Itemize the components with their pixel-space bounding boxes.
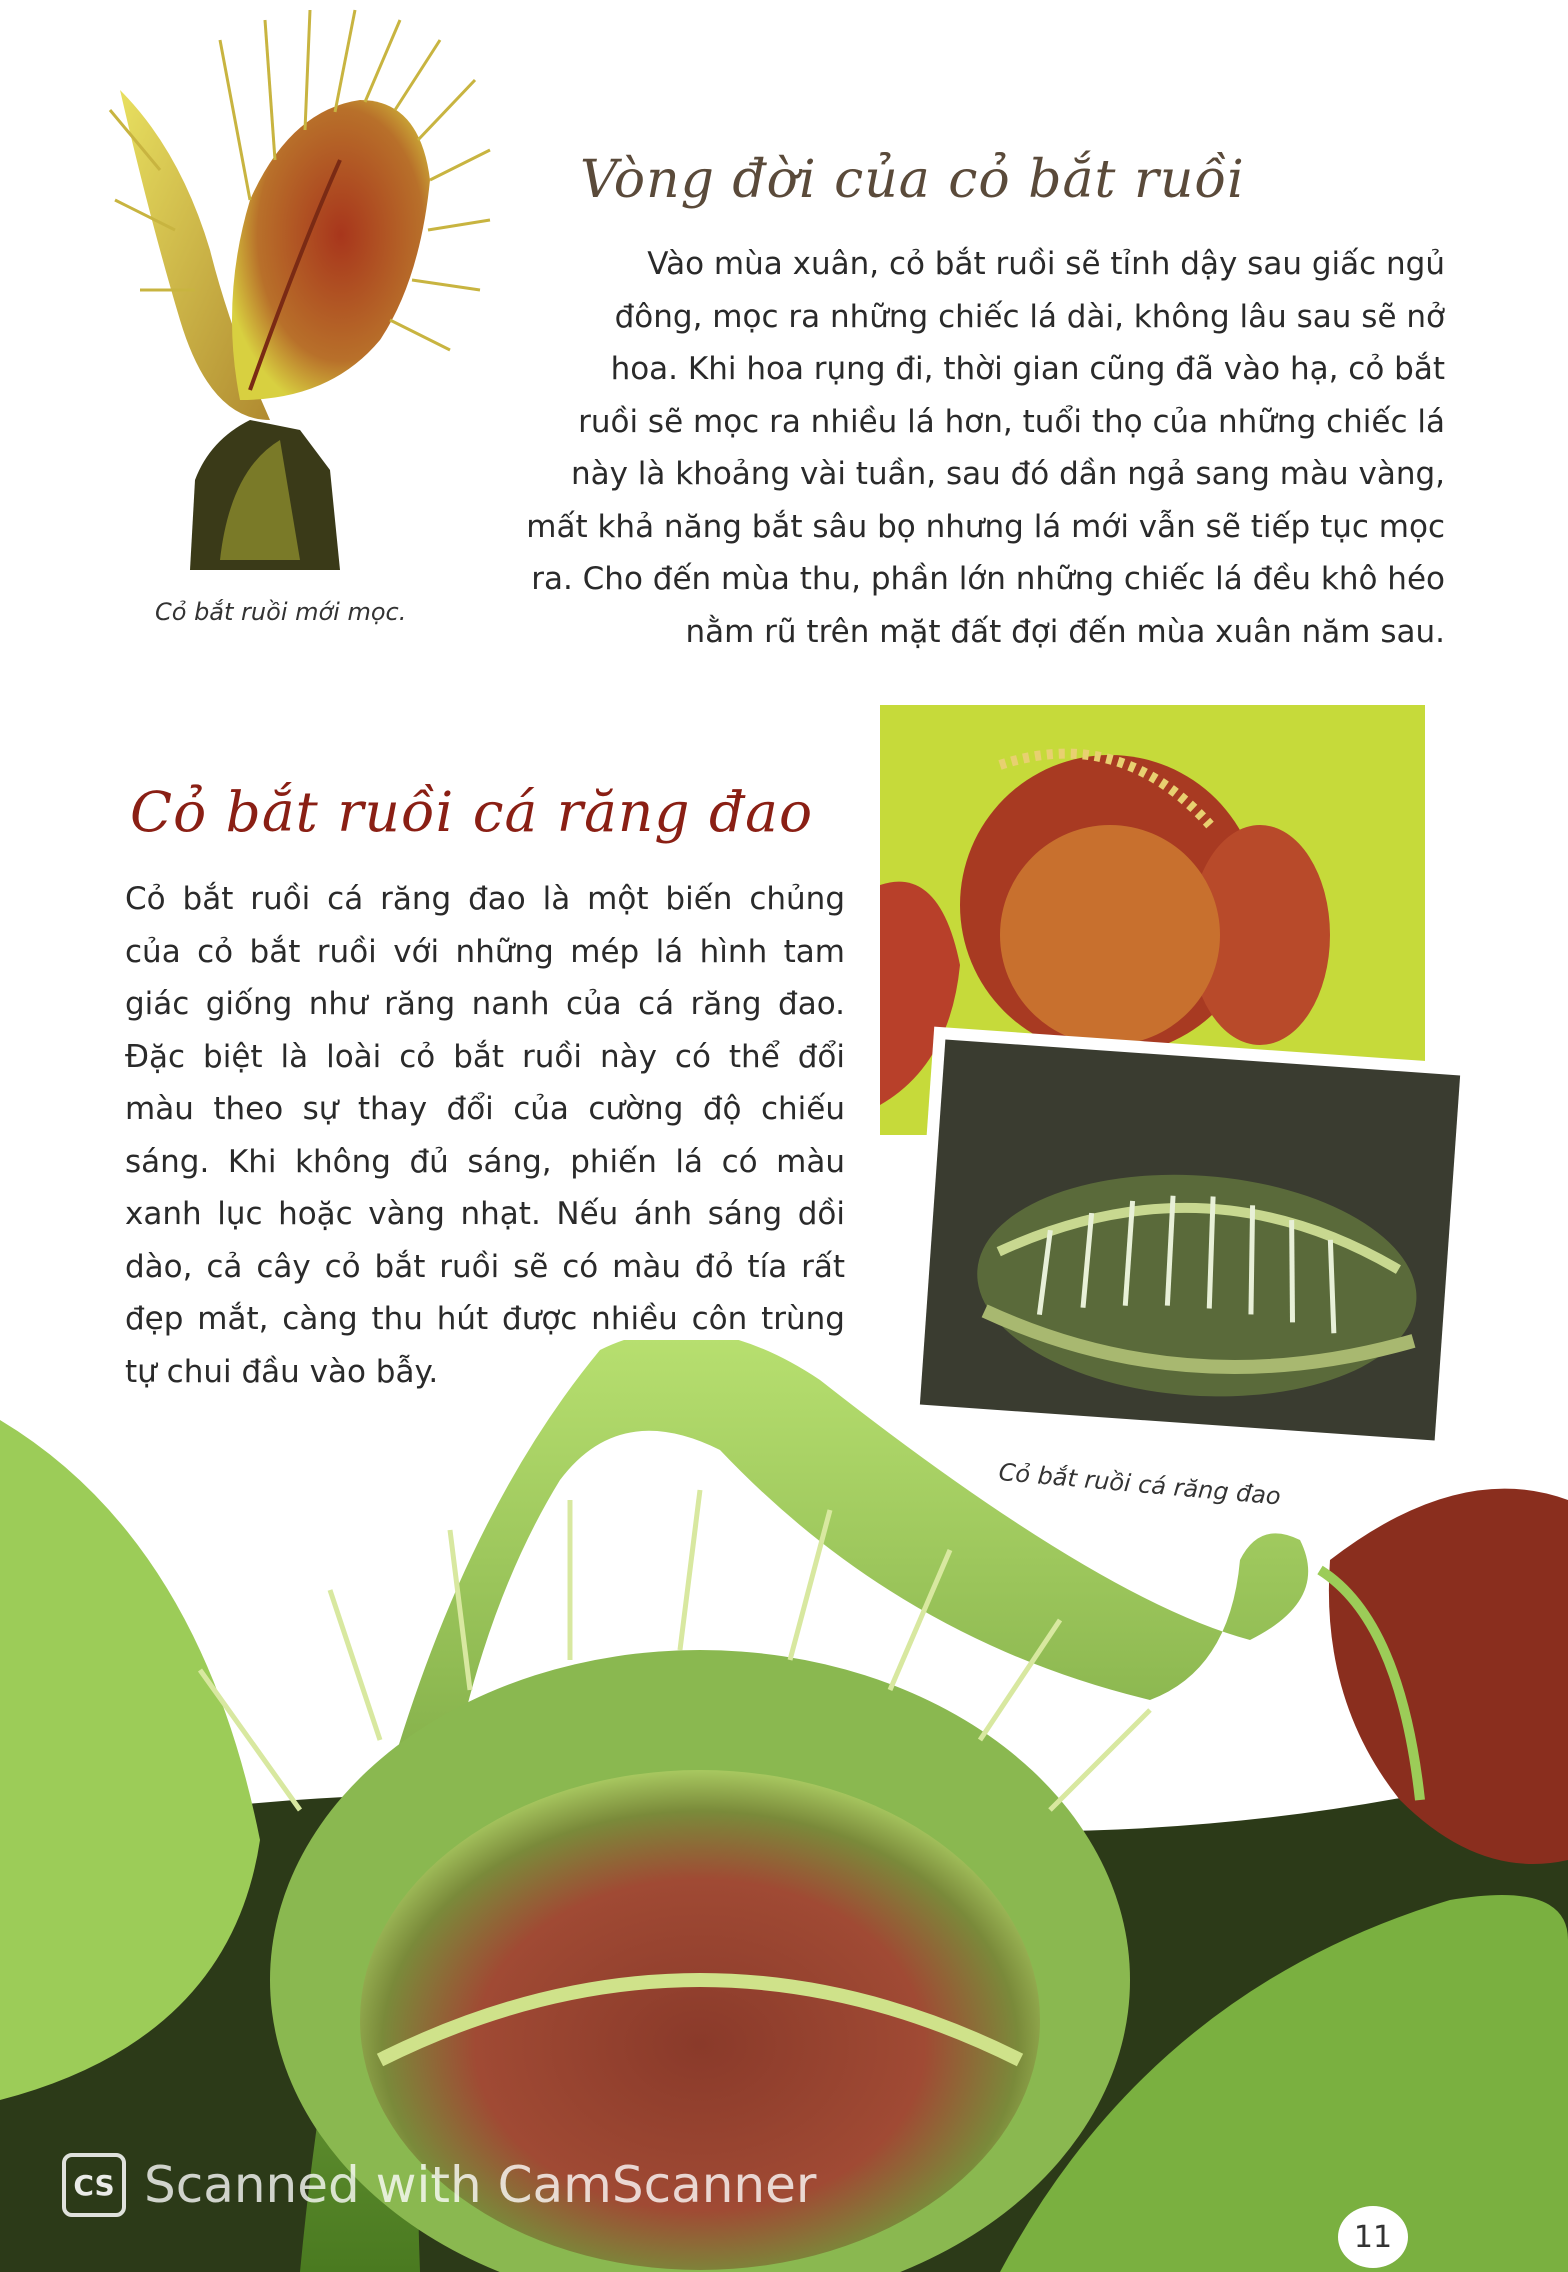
paragraph-line: nằm rũ trên mặt đất đợi đến mùa xuân năm sau.: [685, 613, 1445, 650]
dentate-closeup-caption: Cỏ bắt ruồi cá răng đao: [997, 1458, 1282, 1511]
paragraph-line: ra. Cho đến mùa thu, phần lớn những chiếc lá đều khô héo: [531, 561, 1445, 597]
paragraph-line: này là khoảng vài tuần, sau đó dần ngả sang màu vàng,: [570, 456, 1445, 492]
young-flytrap-photo: [100, 0, 500, 570]
paragraph-line: Đặc biệt là loài cỏ bắt ruồi này có thể đổi: [125, 1038, 845, 1075]
paragraph-line: xanh lục hoặc vàng nhạt. Nếu ánh sáng dồi: [125, 1196, 845, 1232]
paragraph-line: màu theo sự thay đổi của cường độ chiếu: [125, 1091, 845, 1127]
camscanner-watermark: [62, 2150, 816, 2220]
paragraph-line: Vào mùa xuân, cỏ bắt ruồi sẽ tỉnh dậy sau giấc ngủ: [647, 246, 1445, 282]
life-cycle-paragraph: [455, 238, 1445, 658]
dentate-flytrap-paragraph: [125, 873, 845, 1398]
paragraph-line: Cỏ bắt ruồi cá răng đao là một biến chủng: [125, 881, 845, 917]
paragraph-line: dào, cả cây cỏ bắt ruồi sẽ có màu đỏ tía rất: [125, 1248, 845, 1285]
paragraph-line: mất khả năng bắt sâu bọ nhưng lá mới vẫn sẽ tiếp tục mọc: [526, 508, 1445, 545]
paragraph-line: đông, mọc ra những chiếc lá dài, không lâu sau sẽ nở: [614, 298, 1445, 335]
life-cycle-heading: Vòng đời của cỏ bắt ruồi: [580, 150, 1245, 210]
paragraph-line: tự chui đầu vào bẫy.: [125, 1353, 439, 1390]
dentate-flytrap-heading: Cỏ bắt ruồi cá răng đao: [130, 780, 814, 844]
paragraph-line: đẹp mắt, càng thu hút được nhiều côn trùng: [125, 1301, 845, 1337]
camscanner-text: Scanned with CamScanner: [144, 2156, 817, 2214]
large-flytrap-photo: [0, 1340, 1568, 2272]
camscanner-logo-icon: CS: [62, 2153, 126, 2217]
paragraph-line: sáng. Khi không đủ sáng, phiến lá có màu: [125, 1143, 845, 1180]
paragraph-line: ruồi sẽ mọc ra nhiều lá hơn, tuổi thọ của những chiếc lá: [578, 403, 1445, 440]
dentate-closeup-photo: [900, 1025, 1480, 1455]
paragraph-line: giác giống như răng nanh của cá răng đao.: [125, 986, 845, 1022]
paragraph-line: của cỏ bắt ruồi với những mép lá hình tam: [125, 933, 845, 970]
paragraph-line: hoa. Khi hoa rụng đi, thời gian cũng đã vào hạ, cỏ bắt: [610, 351, 1445, 387]
young-flytrap-caption: Cỏ bắt ruồi mới mọc.: [155, 598, 407, 626]
page-number: 11: [1338, 2206, 1408, 2268]
